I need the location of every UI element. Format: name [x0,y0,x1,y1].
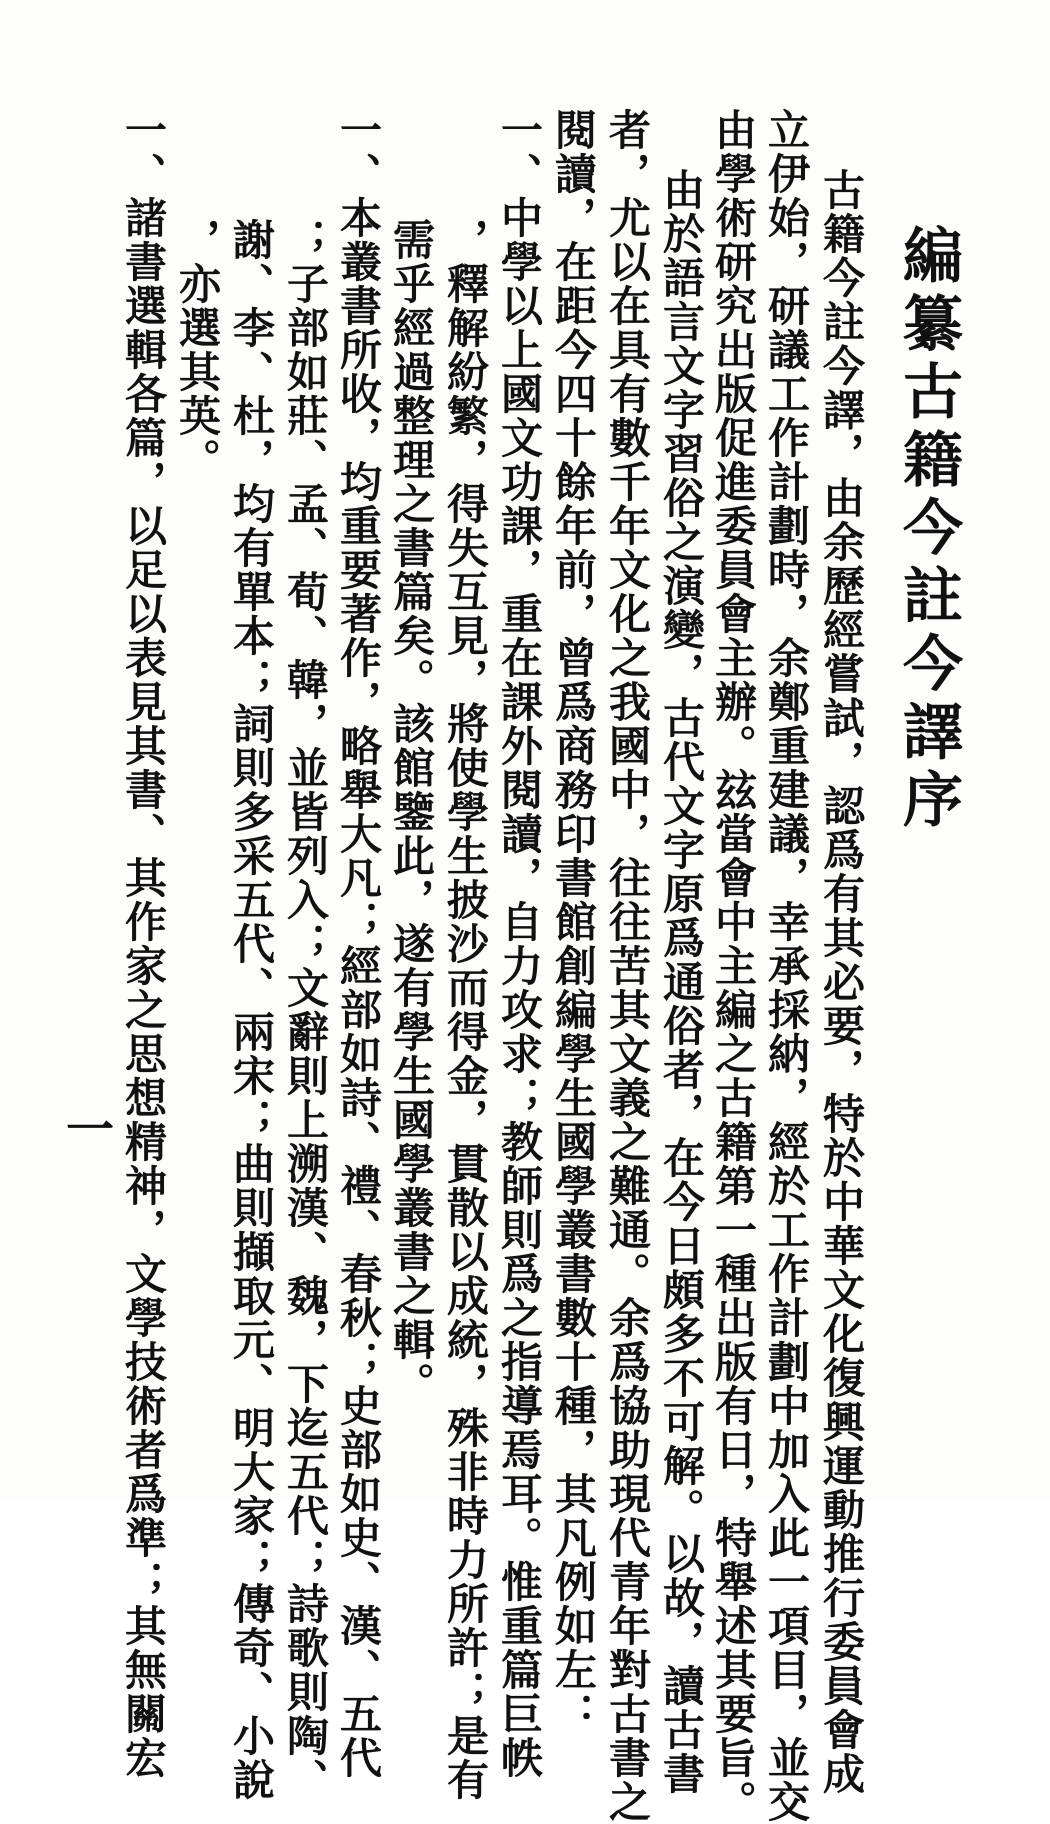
text-line-7: 一、中學以上國文功課，重在課外閱讀，自力攻求；教師則爲之指導焉耳。惟重篇巨帙 [495,108,544,1780]
page-number: 一 [66,1102,115,1158]
text-line-6: 閱讀，在距今四十餘年前，曾爲商務印書館創編學生國學叢書數十種，其凡例如左： [549,108,598,1736]
text-line-9: 需乎經過整理之書篇矣。該館鑒此，遂有學生國學叢書之輯。 [387,218,436,1406]
text-line-8: ，釋解紛繁，得失互見，將使學生披沙而得金，貫散以成統，殊非時力所許；是有 [441,218,490,1802]
text-line-5: 者，尤以在具有數千年文化之我國中，往往苦其文義之難通。余爲協助現代青年對古書之 [603,108,652,1824]
page-title: 編纂古籍今註今譯序 [893,224,963,836]
text-line-14: 一、諸書選輯各篇，以足以表見其書、其作家之思想精神，文學技術者爲準；其無關宏 [119,108,168,1780]
text-line-2: 立伊始，研議工作計劃時，余鄭重建議，幸承採納，經於工作計劃中加入此一項目，並交 [762,108,811,1824]
text-line-12: 謝、李、杜，均有單本；詞則多采五代、兩宋；曲則擷取元、明大家；傳奇、小說 [227,218,276,1802]
text-line-13: ，亦選其英。 [173,218,222,482]
text-line-4: 由於語言文字習俗之演變，古代文字原爲通俗者，在今日頗多不可解。以故，讀古書 [657,168,706,1796]
text-line-11: ；子部如莊、孟、荀、韓，並皆列入；文辭則上溯漢、魏，下迄五代；詩歌則陶、 [281,218,330,1802]
text-line-3: 由學術研究出版促進委員會主辦。玆當會中主編之古籍第一種出版有日，特舉述其要旨。 [709,108,758,1824]
text-line-1: 古籍今註今譯，由余歷經嘗試，認爲有其必要，特於中華文化復興運動推行委員會成 [817,168,866,1796]
text-line-10: 一、本叢書所收，均重要著作，略舉大凡；經部如詩、禮、春秋；史部如史、漢、五代 [334,108,383,1780]
